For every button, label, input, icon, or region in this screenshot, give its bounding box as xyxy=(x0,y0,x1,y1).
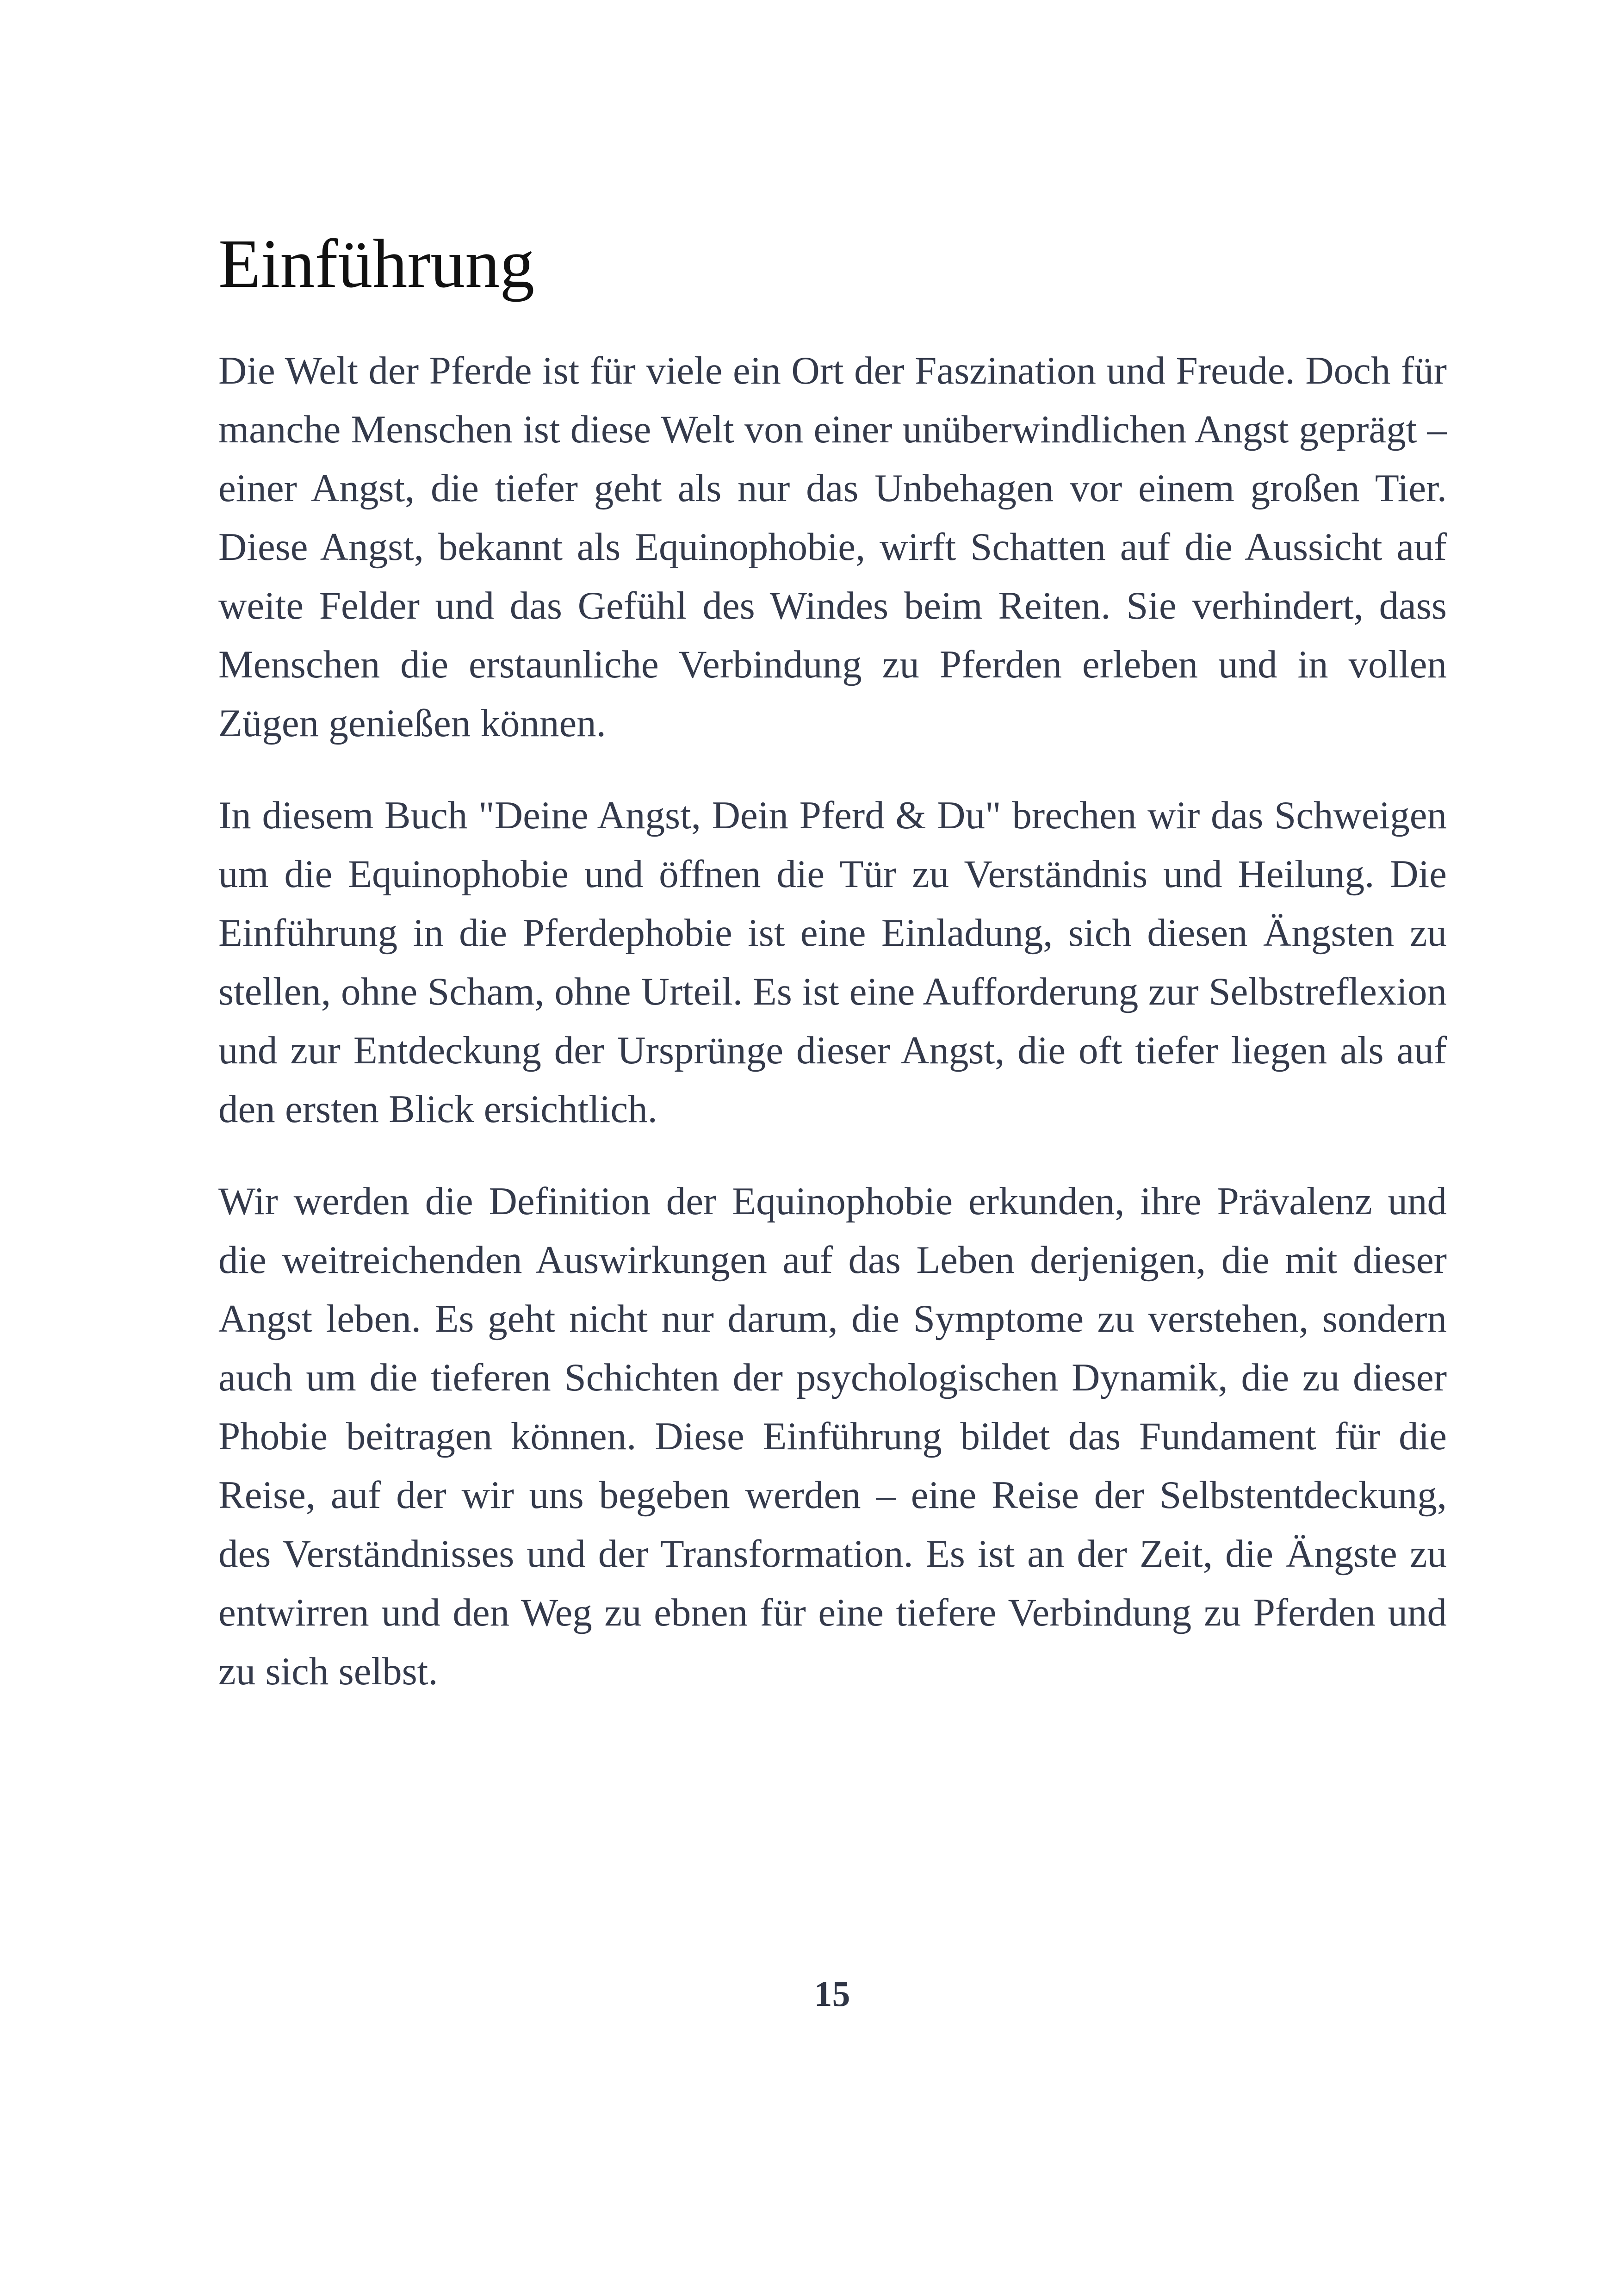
body-paragraph-3: Wir werden die Definition der Equinophobie erkunden, ihre Prävalenz und die weitreichenden Auswirkungen auf das Leben derjenigen, die mit dieser Angst leben. Es geht nicht nur darum, die Symptome zu verstehen, sondern auch um die tieferen Schichten der psychologischen Dynamik, die zu dieser Phobie beitragen können. Diese Einführung bildet das Fundament für die Reise, auf der wir uns begeben werden – eine Reise der Selbstentdeckung, des Verständnisses und der Transformation. Es ist an der Zeit, die Ängste zu entwirren und den Weg zu ebnen für eine tiefere Verbindung zu Pferden und zu sich selbst. xyxy=(218,1179,1447,1693)
body-paragraph-1: Die Welt der Pferde ist für viele ein Ort der Faszination und Freude. Doch für manche Menschen ist diese Welt von einer unüberwindlichen Angst geprägt – einer Angst, die tiefer geht als nur das Unbehagen vor einem großen Tier. Diese Angst, bekannt als Equinophobie, wirft Schatten auf die Aussicht auf weite Felder und das Gefühl des Windes beim Reiten. Sie verhindert, dass Menschen die erstaunliche Verbindung zu Pferden erleben und in vollen Zügen genießen können. xyxy=(218,349,1447,745)
page-number: 15 xyxy=(814,1973,850,2014)
chapter-title: Einführung xyxy=(218,225,535,302)
body-paragraph-2: In diesem Buch "Deine Angst, Dein Pferd & Du" brechen wir das Schweigen um die Equinophobie und öffnen die Tür zu Verständnis und Heilung. Die Einführung in die Pferdephobie ist eine Einladung, sich diesen Ängsten zu stellen, ohne Scham, ohne Urteil. Es ist eine Aufforderung zur Selbstreflexion und zur Entdeckung der Ursprünge dieser Angst, die oft tiefer liegen als auf den ersten Blick ersichtlich. xyxy=(218,794,1447,1131)
page-content xyxy=(218,222,1447,1701)
